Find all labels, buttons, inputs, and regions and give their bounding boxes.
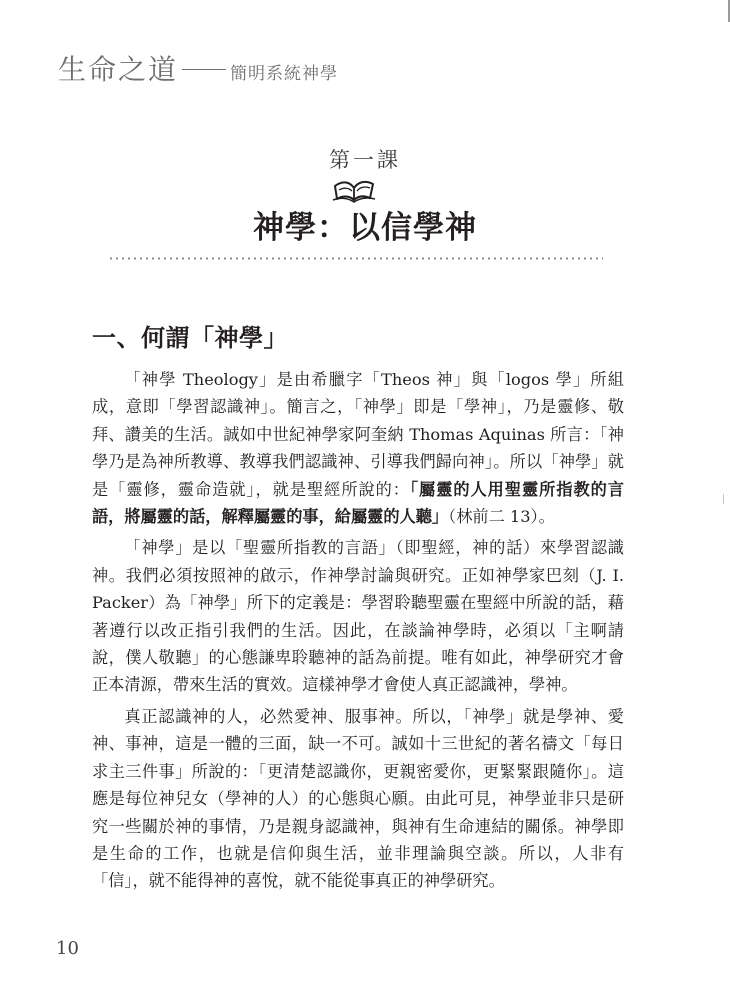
paragraph-2: 「神學」是以「聖靈所指教的言語」（即聖經，神的話）來學習認識神。我們必須按照神的啟示，作神學討論與研究。正如神學家巴刻（J. I. Packer）為「神學」所下的定義是：學習聆聽聖靈在聖經中所說的話，藉著遵行以改正指引我們的生活。因此，在談論神學時，必須以「主啊請說，僕人敬聽」的心態謙卑聆聽神的話為前提。唯有如此，神學研究才會正本清源，帶來生活的實效。這樣神學才會使人真正認識神，學神。: [92, 538, 624, 695]
body-text: [92, 366, 624, 899]
running-head-dash: [182, 69, 226, 70]
running-head-book-title: 生命之道: [58, 53, 179, 86]
paragraph-1: [92, 366, 624, 530]
section-heading: 一、何謂「神學」: [92, 324, 288, 352]
page-number: 10: [56, 938, 79, 959]
crop-mark: [723, 494, 730, 504]
scripture-quote: 「屬靈的人用聖靈所指教的言語，將屬靈的話，解釋屬靈的事，給屬靈的人聽」: [92, 479, 624, 527]
chapter-title: 神學：以信學神: [253, 210, 477, 246]
paragraph-3: 真正認識神的人，必然愛神、服事神。所以，「神學」就是學神、愛神、事神，這是一體的三面，缺一不可。誠如十三世紀的著名禱文「每日求主三件事」所說的：「更清楚認識你，更親密愛你，更緊緊跟隨你」。這應是每位神兒女（學神的人）的心態與心願。由此可見，神學並非只是研究一些關於神的事情，乃是親身認識神，與神有生命連結的關係。神學即是生命的工作，也就是信仰與生活，並非理論與空談。所以，人非有「信」，就不能得神的喜悅，就不能從事真正的神學研究。: [92, 706, 624, 891]
running-head-subtitle: 簡明系統神學: [230, 64, 339, 84]
scripture-reference: （林前二 13）。: [448, 507, 555, 527]
lesson-number: 第一課: [329, 148, 401, 172]
dotted-divider: [108, 257, 603, 260]
running-head: [58, 48, 338, 88]
open-book-icon: [331, 176, 377, 204]
paragraph-1-text: 「神學 Theology」是由希臘字「Theos 神」與「logos 學」所組成，意即「學習認識神」。簡言之，「神學」即是「學神」，乃是靈修、敬拜、讚美的生活。誠如中世紀神學家阿奎納 Thomas Aquinas 所言：「神學乃是為神所教導、教導我們認識神、引導我們歸向神」。所以「神學」就是「靈修，靈命造就」，就是聖經所說的：: [92, 370, 624, 499]
